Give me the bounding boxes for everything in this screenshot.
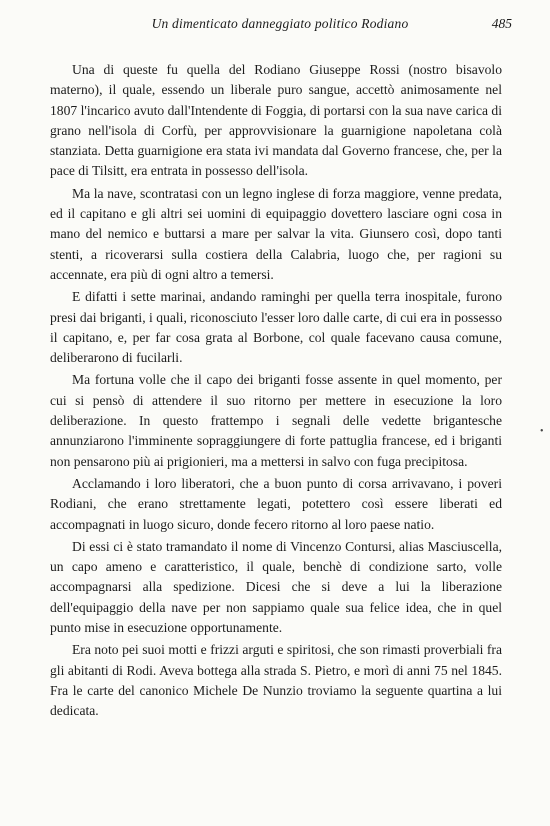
running-title: Un dimenticato danneggiato politico Rodiano <box>151 16 409 31</box>
body-text <box>50 60 502 724</box>
paragraph: Ma fortuna volle che il capo dei briganti fosse assente in quel momento, per cui si pensò di attendere il suo ritorno per mettere in esecuzione la loro deliberazione. In questo frattempo i segnali delle vedette brigantesche annunziarono l'imminente sopraggiungere di forte pattuglia francese, ed i briganti non pensarono più ai prigionieri, ma a mettersi in salvo con fuga precipitosa. <box>50 372 502 469</box>
paragraph: E difatti i sette marinai, andando raminghi per quella terra inospitale, furono presi dai briganti, i quali, riconosciuto l'esser loro dalle carte, di cui era in possesso il capitano, e, per far cosa grata al Borbone, col quale facevano causa comune, deliberarono di fucilarli. <box>50 289 502 366</box>
paragraph: Acclamando i loro liberatori, che a buon punto di corsa arrivavano, i poveri Rodiani, che erano strettamente legati, potettero così essere liberati ed accompagnati in luogo sicuro, donde fecero ritorno al loro paese natio. <box>50 475 502 532</box>
paragraph: Era noto pei suoi motti e frizzi arguti e spiritosi, che son rimasti proverbiali fra gli abitanti di Rodi. Aveva bottega alla strada S. Pietro, e morì di anni 75 nel 1845. Fra le carte del canonico Michele De Nunzio troviamo la seguente quartina a lui dedicata. <box>50 642 502 719</box>
page-number: 485 <box>491 16 512 31</box>
paragraph: Una di queste fu quella del Rodiano Giuseppe Rossi (nostro bisavolo materno), il quale, essendo un liberale puro sangue, accettò animosamente nel 1807 l'incarico avuto dall'Intendente di Foggia, di portarsi con la sua nave carica di grano nell'isola di Corfù, per approvvisionare la guarnigione napoletana colà stanziata. Detta guarnigione era stata ivi mandata dal Governo francese, che, per la pace di Tilsitt, era entrata in possesso dell'isola. <box>50 62 502 179</box>
paragraph: Ma la nave, scontratasi con un legno inglese di forza maggiore, venne predata, ed il capitano e gli altri sei uomini di equipaggio dovettero lasciare ogni cosa in mano del nemico e buttarsi a mare per salvar la vita. Giunsero così, dopo tanti stenti, a ricoverarsi sulla costiera della Calabria, luogo che, per ragioni su accennate, era più di ogni altro a temersi. <box>50 185 502 282</box>
margin-speck: • <box>540 426 544 437</box>
paragraph: Di essi ci è stato tramandato il nome di Vincenzo Contursi, alias Masciuscella, un capo ameno e caratteristico, il quale, benchè di condizione sarto, volle accompagnarsi alla spedizione. Dicesi che si deve a lui la liberazione dell'equipaggio della nave per non sappiamo quale sua felice idea, che in quel punto mise in esecuzione opportunamente. <box>50 538 502 636</box>
